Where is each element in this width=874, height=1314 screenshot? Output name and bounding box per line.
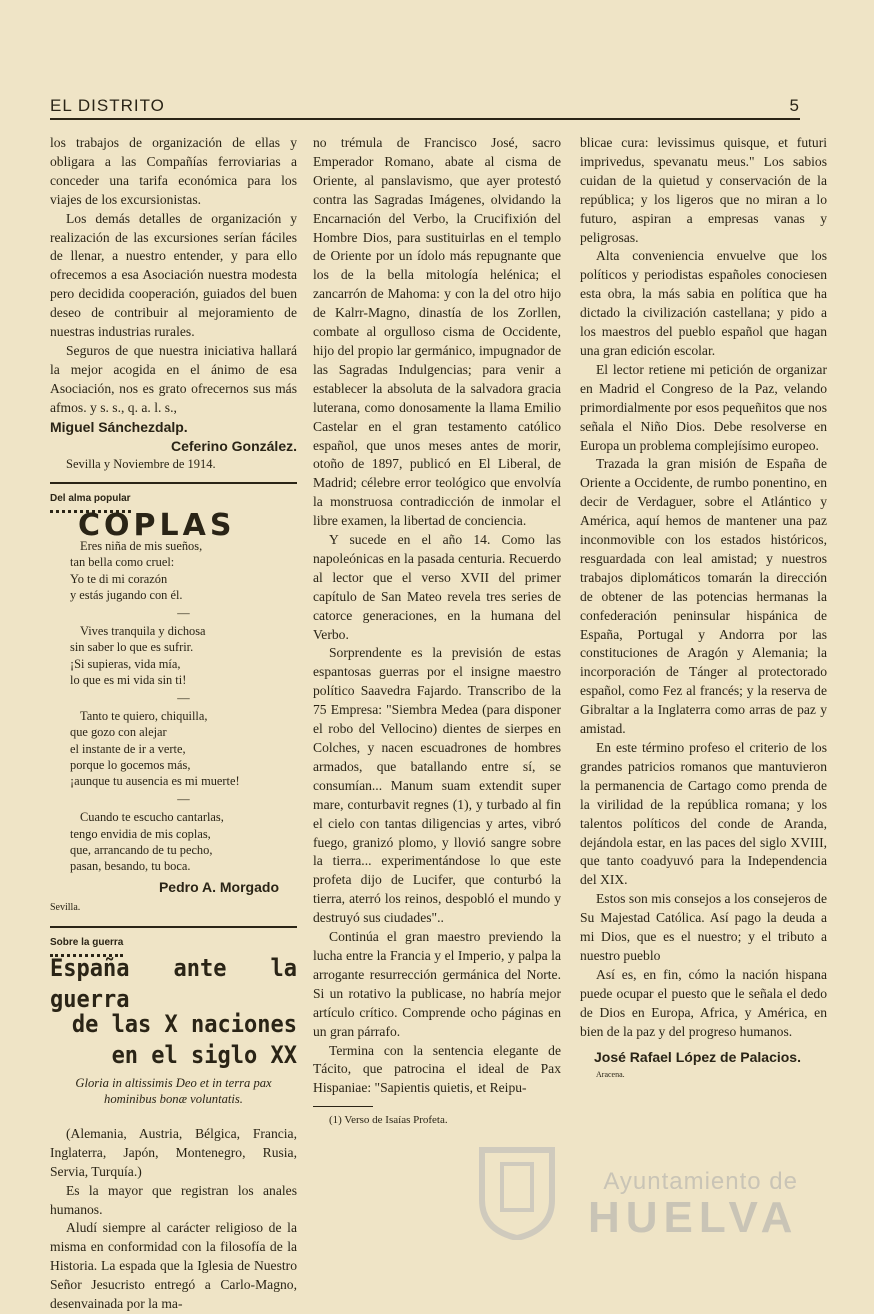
signature-1: Miguel Sánchezdalp. <box>50 418 188 435</box>
paragraph: Y sucede en el año 14. Como las napoleónicas en la pasada centuria. Recuerdo al lector que el verso XVII del primer capítulo de San Mateo revela tres series de catorce generaciones, en la humana del Verbo. <box>313 532 561 642</box>
footnote-rule <box>313 1106 373 1107</box>
stanza-4 <box>70 809 297 874</box>
article-headline-line-1: España ante la guerra <box>50 955 297 1014</box>
article-signature: José Rafael López de Palacios. <box>594 1048 801 1065</box>
stanza-2 <box>70 623 297 688</box>
verse: pasan, besando, tu boca. <box>70 858 191 873</box>
watermark-line-1: Ayuntamiento de <box>603 1168 798 1195</box>
verse: lo que es mi vida sin ti! <box>70 672 187 687</box>
war-section <box>50 926 297 1314</box>
section-kicker: Sobre la guerra <box>50 934 123 957</box>
separator: — <box>177 792 190 807</box>
crest-watermark-icon <box>472 1130 562 1240</box>
verse: Yo te di mi corazón <box>70 571 168 586</box>
verse: Eres niña de mis sueños, <box>80 539 203 554</box>
verse: porque lo gocemos más, <box>70 757 191 772</box>
paragraph: los trabajos de organización de ellas y obligara a las Compañías ferroviarias a conceder una tarifa económica para los viajes de los excursionistas. <box>50 135 297 207</box>
newspaper-title: EL DISTRITO <box>50 96 165 115</box>
separator: — <box>177 690 190 705</box>
signature-2: Ceferino González. <box>170 437 297 454</box>
paragraph: (Alemania, Austria, Bélgica, Francia, Inglaterra, Japón, Montenegro, Rusia, Servia, Turquía.) <box>50 1125 297 1179</box>
verse: Cuando te escucho cantarlas, <box>80 810 224 825</box>
verse: ¡Si supieras, vida mía, <box>70 656 181 671</box>
poem-place: Sevilla. <box>50 902 81 914</box>
verse: sin saber lo que es sufrir. <box>70 640 194 655</box>
paragraph: no trémula de Francisco José, sacro Emperador Romano, abate al cisma de Oriente, al panslavismo, que ayer protestó contra las Sagradas Imágenes, olvidando la Encarnación del Verbo, la Crucifixión del Hombre Dios, para sustituirlas en el templo de Oriente por un ídolo más repugnante que los de la bella mitología helénica; el zancarrón de Mahoma: y con la del otro hijo de Kalrr-Magno, dinastía de los Zorllen, combate al orgulloso cisma de Occidente, hijo del propio lar germánico, impugnador de las Sagradas Indulgencias; para venir a establecer la absoluta de la salvadora gracia luterana, como donosamente la llama Emilio Castelar en el gran testamento católico español, que unos meses antes de morir, otoño de 1897, publicó en El Liberal, de Madrid; célebre error teológico que envolvía la monstruosa contradicción de inmolar el libre examen, la libertad de conciencia. <box>313 135 561 529</box>
verse: Tanto te quiero, chiquilla, <box>80 709 208 724</box>
page-header <box>50 96 800 120</box>
paragraph: Los demás detalles de organización y realización de las excursiones serían fáciles de llenar, a nuestro entender, y para ello ofrecemos a esa Asociación nuestra modesta pero decidida cooperación, guiados del buen deseo de contribuir al mejoramiento de nuestras industrias rurales. <box>50 210 297 340</box>
paragraph: Trazada la gran misión de España de Oriente a Occidente, de rumbo ponentino, en decir de Verdaguer, sobre el Atlántico y América, aquí hemos de mantener una paz inconmovible con los estados históricos, resguardada con leal amistad; y nuestros trabajos diplomáticos tomarán la dirección de obtener de las potencias hermanas la confederación peninsular hispánica de España, Portugal y Andorra por las constituciones de Aragón y Alemania; la incorporación de Tánger al protectorado español, como Fez al francés; y la reserva de Gibraltar a la Inglaterra como arras de paz y amistad. <box>580 456 827 737</box>
verse: tengo envidia de mis coplas, <box>70 826 211 841</box>
paragraph: Así es, en fin, cómo la nación hispana puede ocupar el puesto que le señala el dedo de Dios en Europa, Africa, y América, en bien de la paz y del progreso humanos. <box>580 966 827 1039</box>
section-kicker: Del alma popular <box>50 490 131 513</box>
paragraph: Sorprendente es la previsión de estas espantosas guerras por el insigne maestro político Saavedra Fajardo. Transcribo de la 75 Empresa: "Siembra Medea (para disponer el robo del Vellocino) dientes de sierpes en Colches, y nacen escuadrones de hombres armados, que batallando entre sí, se consumían... Manum suam extendit super mare, conturbavit regnes (1), y turbado al fin el cielo con tantas diligencias y artes, vibró fuego, granizó plomo, y llovió sangre sobre la tierra... experimentándose lo que este profeta dijo de Lucifer, que conturbó la tierra, aterró los reinos, despobló el mundo y destruyó sus ciudades".. <box>313 645 561 926</box>
article-place: Aracena. <box>596 1070 625 1080</box>
column-2 <box>313 134 561 1130</box>
separator: — <box>177 605 190 620</box>
paragraph: Alta conveniencia envuelve que los políticos y periodistas españoles conociesen esta obra, la más sabia en política que ha dictado la civilización castellana; y pido a los maestros del pueblo español que hagan una gran edición escolar. <box>580 248 827 358</box>
paragraph: Estos son mis consejos a los consejeros de Su Majestad Católica. Así pago la deuda a mi Dios, que es el nuestro; y el tributo a nuestro pueblo <box>580 891 827 963</box>
poem <box>70 538 297 874</box>
verse: ¡aunque tu ausencia es mi muerte! <box>70 773 240 788</box>
epigraph: Gloria in altissimis Deo et in terra pax hominibus bonæ voluntatis. <box>75 1075 272 1106</box>
verse: tan bella como cruel: <box>70 555 175 570</box>
watermark-line-2: HUELVA <box>588 1193 799 1242</box>
column-3 <box>580 134 827 1085</box>
coplas-title: COPLAS <box>78 508 236 544</box>
footnote: (1) Verso de Isaías Profeta. <box>329 1114 448 1127</box>
paragraph: En este término profeso el criterio de los grandes patricios romanos que mantuvieron la permanencia de Cartago como prenda de la virilidad de la república romana; y los talentos políticos del conde de Aranda, dejándola estar, en las paces del siglo XVIII, que tanto coadyuvó para la Independencia del XIX. <box>580 740 827 888</box>
paragraph: El lector retiene mi petición de organizar en Madrid el Congreso de la Paz, velando primordialmente por esos pequeñitos que nos señala el Niño Dios. Debe resolverse en Europa un problema complejísimo europeo. <box>580 361 827 453</box>
watermark <box>588 1168 798 1240</box>
article-headline-line-2: de las X naciones en el siglo XX <box>71 1011 297 1070</box>
paragraph: Continúa el gran maestro previendo la lucha entre la Francia y el Imperio, y palpa la arrogante resurrección germánica del Norte. Si un rotativo la publicase, no habría mejor artículo crítico. Comprende ocho páginas en un gran párrafo. <box>313 929 561 1039</box>
poem-author: Pedro A. Morgado <box>158 879 279 896</box>
verse: y estás jugando con él. <box>70 587 183 602</box>
verse: el instante de ir a verte, <box>70 741 186 756</box>
paragraph: blicae cura: levissimus quisque, et futuri imprivedus, spevanatu meus." Los sabios cuidan de la quietud y conservación de la república; y los ligeros que no miran a lo futuro, aspiran a empresas vanas y peligrosas. <box>580 135 827 245</box>
verse: que gozo con alejar <box>70 725 167 740</box>
dateline: Sevilla y Noviembre de 1914. <box>66 457 216 472</box>
paragraph: Termina con la sentencia elegante de Tácito, que patrocina el ideal de Pax Hispaniae: "Sapientis quietis, et Reipu- <box>313 1042 561 1096</box>
coplas-section <box>50 482 297 918</box>
paragraph: Aludí siempre al carácter religioso de la misma en conformidad con la filosofía de la Historia. La espada que la Iglesia de Nuestro Señor Jesucristo entregó a Carlo-Magno, desenvainada por la ma- <box>50 1220 297 1312</box>
verse: que, arrancando de tu pecho, <box>70 842 213 857</box>
paragraph: Es la mayor que registran los anales humanos. <box>50 1182 297 1217</box>
column-1 <box>50 134 297 1314</box>
stanza-1 <box>70 538 297 603</box>
page-number: 5 <box>789 96 800 115</box>
stanza-3 <box>70 708 297 789</box>
verse: Vives tranquila y dichosa <box>80 624 206 639</box>
paragraph: Seguros de que nuestra iniciativa hallará la mejor acogida en el ánimo de esa Asociación, nos es grato ofrecernos sus más afmos. y s. s., q. a. l. s., <box>50 342 297 415</box>
